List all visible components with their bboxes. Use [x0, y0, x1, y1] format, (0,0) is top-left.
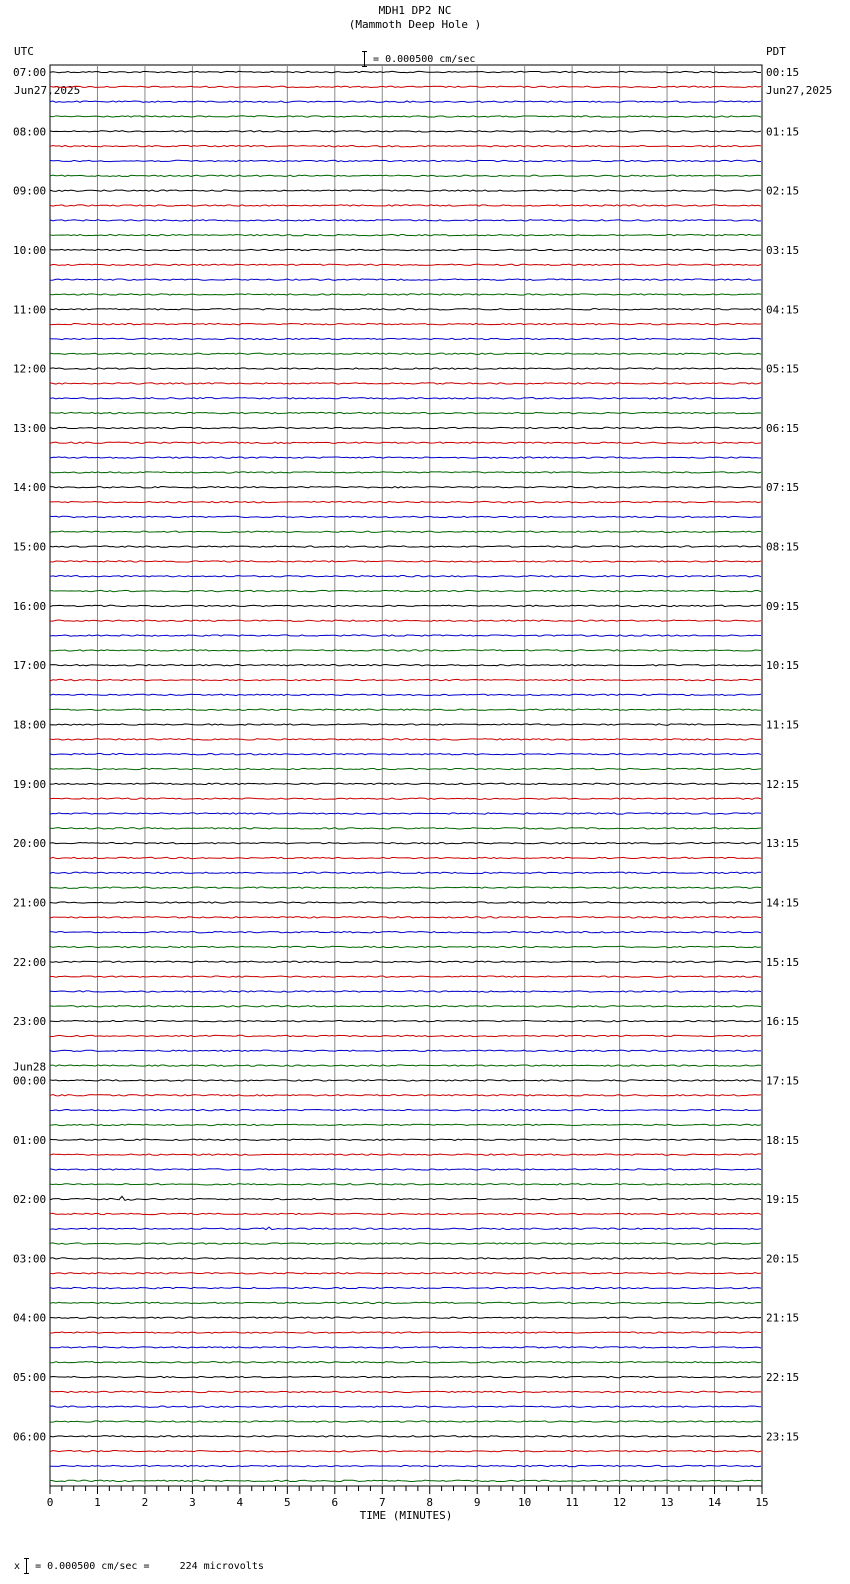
seismic-trace — [50, 1169, 761, 1170]
utc-hour-label: 01:00 — [13, 1133, 47, 1147]
seismic-trace — [50, 1006, 761, 1007]
seismic-trace — [50, 309, 761, 310]
x-tick-label: 11 — [565, 1496, 579, 1509]
seismic-trace — [50, 101, 761, 102]
seismic-trace — [50, 961, 761, 962]
seismic-trace — [50, 190, 761, 191]
seismic-trace — [50, 753, 761, 754]
seismic-trace — [50, 783, 761, 784]
x-tick-label: 6 — [331, 1496, 339, 1509]
seismic-trace — [50, 946, 761, 947]
utc-hour-label: 06:00 — [13, 1430, 47, 1444]
utc-hour-label: 16:00 — [13, 599, 47, 613]
seismic-trace — [50, 724, 761, 725]
x-tick-label: 10 — [518, 1496, 532, 1509]
seismic-trace — [50, 1035, 761, 1036]
pdt-hour-label: 08:15 — [766, 540, 800, 554]
seismic-trace — [50, 694, 761, 695]
seismic-trace — [50, 398, 761, 399]
utc-hour-label: 10:00 — [13, 243, 47, 257]
utc-hour-label: 22:00 — [13, 955, 47, 969]
seismic-trace — [50, 116, 761, 117]
seismic-trace — [50, 902, 761, 903]
seismic-trace — [50, 1095, 761, 1096]
pdt-hour-label: 10:15 — [766, 659, 800, 673]
x-tick-label: 15 — [755, 1496, 769, 1509]
seismic-trace — [50, 1317, 761, 1318]
seismic-trace — [50, 175, 761, 176]
seismic-trace — [50, 739, 761, 740]
date-change-label: Jun28 — [13, 1060, 47, 1074]
seismic-trace — [50, 813, 761, 814]
seismic-trace — [50, 1196, 761, 1200]
seismic-trace — [50, 650, 761, 651]
seismic-trace — [50, 842, 761, 843]
x-tick-label: 7 — [378, 1496, 386, 1509]
seismic-trace — [50, 1184, 761, 1185]
seismic-trace — [50, 279, 761, 280]
station-title: MDH1 DP2 NC — [378, 4, 452, 17]
seismic-trace — [50, 1480, 761, 1481]
x-tick-label: 12 — [612, 1496, 627, 1509]
seismic-trace — [50, 412, 761, 413]
utc-label: UTC — [14, 45, 34, 58]
seismic-trace — [50, 1287, 761, 1288]
seismic-trace — [50, 1065, 761, 1066]
seismic-trace — [50, 665, 761, 666]
seismic-trace — [50, 887, 761, 888]
utc-hour-label: 20:00 — [13, 837, 47, 851]
seismic-trace — [50, 798, 761, 799]
seismic-trace — [50, 1273, 761, 1274]
seismic-trace — [50, 1302, 761, 1303]
pdt-hour-label: 16:15 — [766, 1015, 800, 1029]
x-tick-label: 14 — [707, 1496, 722, 1509]
utc-hour-label: 07:00 — [13, 66, 47, 79]
seismic-trace — [50, 857, 761, 858]
pdt-hour-label: 22:15 — [766, 1371, 800, 1385]
seismic-trace — [50, 1139, 761, 1140]
seismic-trace — [50, 1258, 761, 1259]
seismic-trace — [50, 145, 761, 146]
seismic-trace — [50, 561, 761, 562]
seismic-trace — [50, 442, 761, 443]
pdt-hour-label: 09:15 — [766, 599, 800, 613]
seismic-trace — [50, 1050, 761, 1051]
seismic-trace — [50, 635, 761, 636]
utc-hour-label: 18:00 — [13, 718, 47, 732]
pdt-hour-label: 02:15 — [766, 184, 800, 198]
seismic-trace — [50, 457, 761, 458]
seismic-trace — [50, 264, 761, 265]
seismic-trace — [50, 1362, 761, 1363]
seismic-trace — [50, 516, 761, 517]
pdt-hour-label: 17:15 — [766, 1074, 800, 1088]
seismic-trace — [50, 1020, 761, 1021]
seismic-trace — [50, 917, 761, 918]
pdt-hour-label: 07:15 — [766, 481, 800, 495]
utc-hour-label: 00:00 — [13, 1074, 47, 1088]
seismic-trace — [50, 976, 761, 977]
seismic-trace — [50, 679, 761, 680]
x-axis-label: TIME (MINUTES) — [359, 1509, 453, 1522]
footer-scale-bar-icon — [24, 1558, 29, 1574]
seismic-trace — [50, 1154, 761, 1155]
pdt-hour-label: 18:15 — [766, 1133, 800, 1147]
seismic-trace — [50, 709, 761, 710]
seismic-trace — [50, 531, 761, 532]
pdt-hour-label: 00:15 — [766, 66, 800, 79]
seismic-trace — [50, 1332, 761, 1333]
seismic-trace — [50, 368, 761, 369]
seismic-trace — [50, 294, 761, 295]
seismic-trace — [50, 1080, 761, 1081]
pdt-hour-label: 23:15 — [766, 1430, 800, 1444]
seismic-trace — [50, 1376, 761, 1377]
utc-hour-label: 04:00 — [13, 1311, 47, 1325]
utc-hour-label: 23:00 — [13, 1015, 47, 1029]
pdt-hour-label: 11:15 — [766, 718, 800, 732]
pdt-hour-label: 06:15 — [766, 421, 800, 435]
seismic-trace — [50, 1436, 761, 1437]
utc-hour-label: 17:00 — [13, 659, 47, 673]
seismic-trace — [50, 620, 761, 621]
scale-text: = 0.000500 cm/sec — [373, 54, 476, 65]
pdt-hour-label: 04:15 — [766, 303, 800, 317]
seismic-trace — [50, 1213, 761, 1214]
x-tick-label: 2 — [141, 1496, 149, 1509]
utc-hour-label: 15:00 — [13, 540, 47, 554]
utc-hour-label: 05:00 — [13, 1371, 47, 1385]
seismic-trace — [50, 205, 761, 206]
pdt-hour-label: 05:15 — [766, 362, 800, 376]
pdt-date: Jun27,2025 — [766, 84, 833, 97]
utc-hour-label: 11:00 — [13, 303, 47, 317]
seismic-trace — [50, 1124, 761, 1125]
x-tick-label: 5 — [284, 1496, 291, 1509]
x-tick-label: 1 — [94, 1496, 101, 1509]
seismic-trace — [50, 1465, 761, 1466]
seismic-trace — [50, 768, 761, 769]
utc-hour-label: 13:00 — [13, 421, 47, 435]
pdt-hour-label: 19:15 — [766, 1193, 800, 1207]
seismic-trace — [50, 828, 761, 829]
footer-prefix: x — [14, 1561, 21, 1572]
seismic-trace — [50, 1421, 761, 1422]
footer-text: = 0.000500 cm/sec = 224 microvolts — [35, 1561, 264, 1572]
utc-hour-label: 08:00 — [13, 125, 47, 139]
seismic-trace — [50, 427, 761, 428]
seismic-trace — [50, 472, 761, 473]
seismic-trace — [50, 249, 761, 250]
seismic-trace — [50, 931, 761, 932]
seismic-trace — [50, 71, 761, 72]
seismic-trace — [50, 1109, 761, 1110]
seismic-trace — [50, 1243, 761, 1244]
seismic-trace — [50, 605, 761, 606]
seismic-trace — [50, 234, 761, 235]
utc-hour-label: 02:00 — [13, 1193, 47, 1207]
utc-hour-label: 09:00 — [13, 184, 47, 198]
pdt-hour-label: 14:15 — [766, 896, 800, 910]
pdt-hour-label: 01:15 — [766, 125, 800, 139]
seismic-trace — [50, 872, 761, 873]
pdt-hour-label: 03:15 — [766, 243, 800, 257]
utc-date: Jun27,2025 — [14, 84, 81, 97]
seismic-trace — [50, 323, 761, 324]
seismic-trace — [50, 1406, 761, 1407]
utc-hour-label: 21:00 — [13, 896, 47, 910]
seismic-trace — [50, 546, 761, 547]
pdt-hour-label: 21:15 — [766, 1311, 800, 1325]
seismic-trace — [50, 353, 761, 354]
pdt-hour-label: 20:15 — [766, 1252, 800, 1266]
seismic-trace — [50, 576, 761, 577]
utc-hour-label: 19:00 — [13, 777, 47, 791]
x-tick-label: 9 — [473, 1496, 481, 1509]
x-tick-label: 0 — [46, 1496, 54, 1509]
seismic-trace — [50, 1227, 761, 1230]
station-location: (Mammoth Deep Hole ) — [348, 18, 482, 31]
seismic-trace — [50, 991, 761, 992]
seismic-trace — [50, 220, 761, 221]
pdt-hour-label: 12:15 — [766, 777, 800, 791]
seismic-trace — [50, 338, 761, 339]
x-tick-label: 3 — [189, 1496, 196, 1509]
seismic-trace — [50, 86, 761, 87]
seismic-trace — [50, 1347, 761, 1348]
x-tick-label: 13 — [660, 1496, 674, 1509]
pdt-hour-label: 15:15 — [766, 955, 800, 969]
seismic-trace — [50, 160, 761, 161]
utc-hour-label: 12:00 — [13, 362, 47, 376]
utc-hour-label: 03:00 — [13, 1252, 47, 1266]
seismic-trace — [50, 131, 761, 132]
x-tick-label: 4 — [236, 1496, 244, 1509]
footer-scale — [2, 1545, 264, 1574]
pdt-label: PDT — [766, 45, 786, 58]
seismic-trace — [50, 383, 761, 384]
seismic-trace — [50, 501, 761, 502]
seismic-trace — [50, 590, 761, 591]
x-tick-label: 8 — [426, 1496, 434, 1509]
seismic-trace — [50, 1391, 761, 1392]
seismic-trace — [50, 487, 761, 488]
pdt-hour-label: 13:15 — [766, 837, 800, 851]
utc-hour-label: 14:00 — [13, 481, 47, 495]
seismic-trace — [50, 1450, 761, 1451]
